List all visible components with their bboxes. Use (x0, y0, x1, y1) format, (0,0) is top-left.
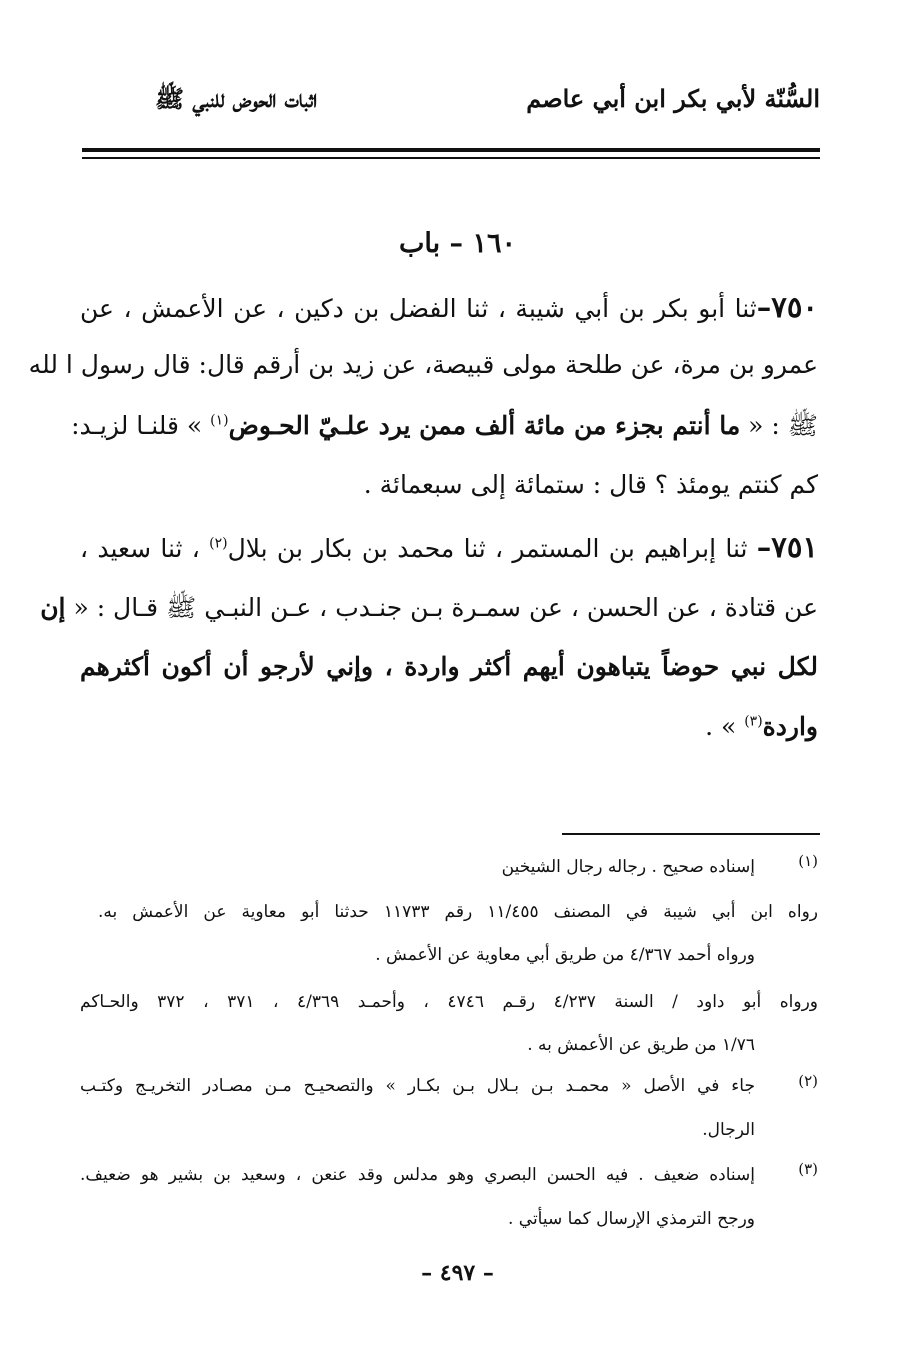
hadith-751-matn-end: واردة (762, 712, 818, 741)
footnote-1-mark: (١) (798, 852, 818, 870)
footnote-1-line-5: ١/٧٦ من طريق عن الأعمش به . (527, 1035, 755, 1055)
hadith-751-matn-start: إن (40, 593, 66, 622)
hadith-750-text-1: ثنا أبو بكر بن أبي شيبة ، ثنا الفضل بن دكين ، عن الأعمش ، عن (80, 294, 757, 323)
hadith-751-line-3: لكل نبي حوضاً يتباهون أيهم أكثر واردة ، وإني لأرجو أن أكون أكثرهم (80, 652, 818, 681)
page-number: – ٤٩٧ – (421, 1260, 494, 1286)
hadith-751-number: ٧٥١– (756, 530, 819, 564)
hadith-750-line-2: عمرو بن مرة، عن طلحة مولى قبيصة، عن زيد بن أرقم قال: قال رسول ا لله (28, 350, 818, 379)
footnote-ref-3: (٣) (744, 713, 763, 730)
hadith-751-text-4b: » . (705, 712, 745, 741)
footnote-3-line-2: ورجح الترمذي الإرسال كما سيأتي . (507, 1209, 755, 1229)
header-rule-thin (82, 157, 820, 159)
hadith-750-line-3 (71, 410, 818, 447)
section-title-header: اثبات الحوض للنبي ﷺ (155, 84, 318, 113)
footnote-2-line-2: الرجال. (702, 1120, 755, 1140)
hadith-751-line-2 (40, 592, 818, 629)
footnote-3-mark: (٣) (798, 1160, 818, 1178)
hadith-750-text-3c: » قلنـا لزيـد: (71, 411, 211, 440)
hadith-751-text-2a: عن قتادة ، عن الحسن ، عن سمـرة بـن جنـدب ، عـن النبـي ﷺ قـال : « (65, 593, 818, 622)
hadith-750-line-4: كم كنتم يومئذ ؟ قال : ستمائة إلى سبعمائة . (363, 470, 818, 499)
hadith-751-line-4 (80, 712, 818, 741)
footnote-ref-1: (١) (210, 412, 229, 429)
footnote-2-mark: (٢) (798, 1072, 818, 1090)
footnote-1-line-1: إسناده صحيح . رجاله رجال الشيخين (501, 857, 755, 877)
footnote-separator (562, 833, 820, 835)
chapter-heading: ١٦٠ – باب (399, 228, 516, 259)
footnote-1-line-3: ورواه أحمد ٤/٣٦٧ من طريق أبي معاوية عن الأعمش . (375, 945, 755, 965)
footnote-1-line-4: ورواه أبو داود / السنة ٤/٢٣٧ رقـم ٤٧٤٦ ، وأحمـد ٤/٣٦٩ ، ٣٧١ ، ٣٧٢ والحـاكم (80, 992, 818, 1012)
hadith-750-text-3a: ﷺ : « (740, 411, 818, 440)
header-rule-thick (82, 148, 820, 152)
footnote-ref-2: (٢) (209, 535, 228, 552)
hadith-751-line-1 (80, 530, 818, 564)
footnote-3-line-1: إسناده ضعيف . فيه الحسن البصري وهو مدلس وقد عنعن ، وسعيد بن بشير هو ضعيف. (80, 1165, 755, 1185)
hadith-750-matn: ما أنتم بجزء من مائة ألف ممن يرد علـيّ الحـوض (228, 411, 741, 440)
hadith-751-text-1b: ، ثنا سعيد ، (80, 534, 210, 563)
hadith-750-number: ٧٥٠– (756, 290, 818, 324)
hadith-751-text-1a: ثنا إبراهيم بن المستمر ، ثنا محمد بن بكار بن بلال (227, 534, 757, 563)
book-title-header: السُّنّة لأبي بكر ابن أبي عاصم (526, 84, 820, 113)
hadith-750-line-1 (80, 290, 818, 324)
footnote-1-line-2: رواه ابن أبي شيبة في المصنف ١١/٤٥٥ رقم ١١٧٣٣ حدثنا أبو معاوية عن الأعمش به. (98, 902, 818, 922)
footnote-2-line-1: جاء في الأصل « محمـد بـن بـلال بـن بكـار » والتصحيـح مـن مصـادر التخريـج وكتـب (80, 1076, 755, 1096)
